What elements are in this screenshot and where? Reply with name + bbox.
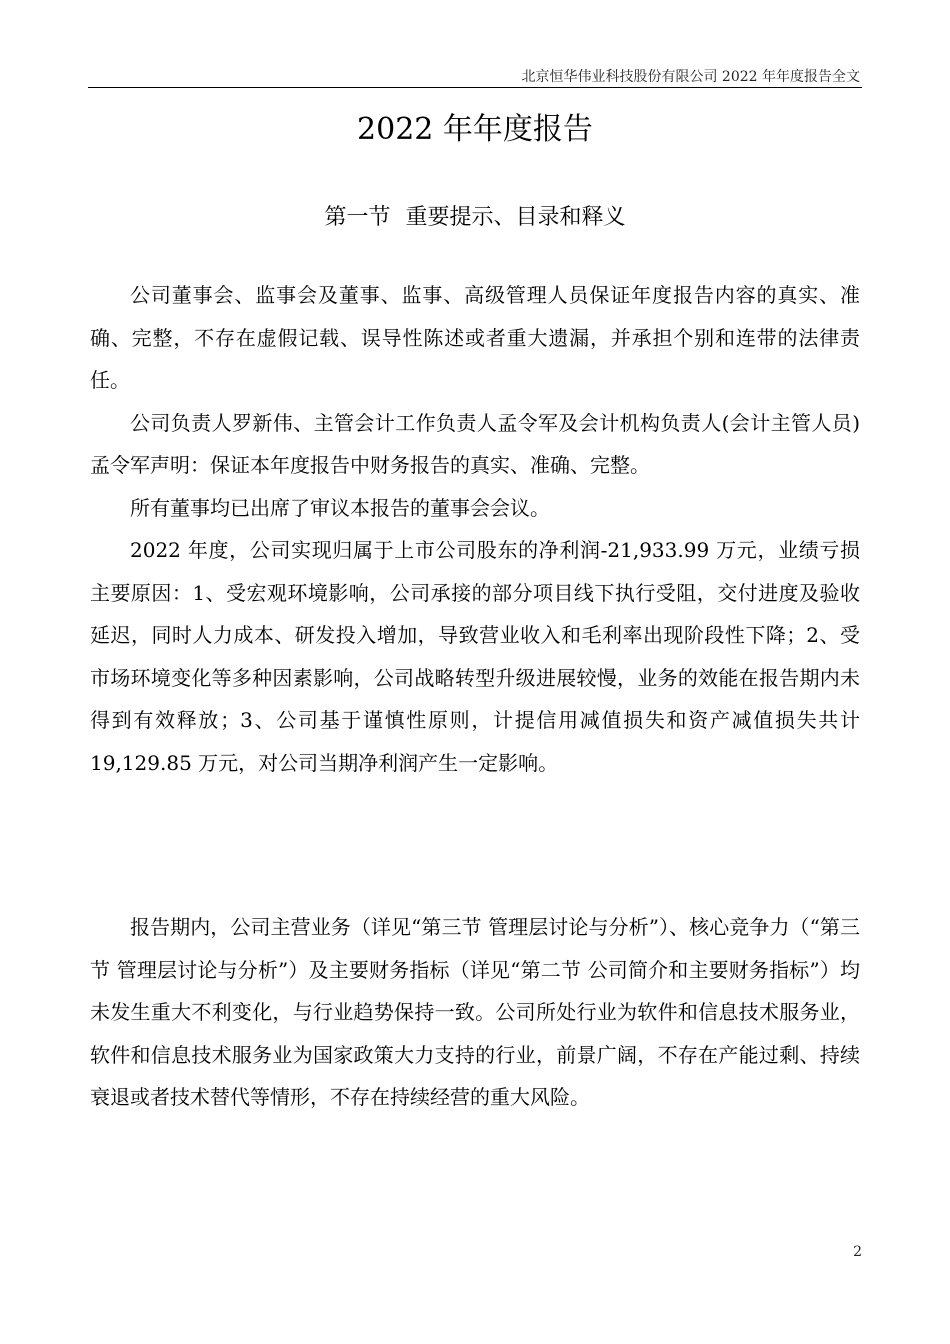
business-paragraphs (90, 906, 860, 1119)
notice-paragraphs (90, 274, 860, 784)
document-title: 2022 年年度报告 (357, 112, 593, 147)
page-number: 2 (853, 1244, 862, 1260)
section-title: 第一节 重要提示、目录和释义 (324, 205, 626, 230)
paragraph-responsible-persons: 公司负责人罗新伟、主管会计工作负责人孟令军及会计机构负责人(会计主管人员)孟令军声明：保证本年度报告中财务报告的真实、准确、完整。 (90, 410, 860, 477)
header-divider (88, 87, 862, 88)
running-header: 北京恒华伟业科技股份有限公司 2022 年年度报告全文 (521, 69, 860, 85)
paragraph-directors-attendance: 所有董事均已出席了审议本报告的董事会会议。 (130, 495, 550, 520)
paragraph-net-loss-reasons: 2022 年度，公司实现归属于上市公司股东的净利润-21,933.99 万元，业绩亏损主要原因：1、受宏观环境影响，公司承接的部分项目线下执行受阻，交付进度及验收延迟，同时人力成本、研发投入增加，导致营业收入和毛利率出现阶段性下降；2、受市场环境变化等多种因素影响，公司战略转型升级进展较慢，业务的效能在报告期内未得到有效释放；3、公司基于谨慎性原则，计提信用减值损失和资产减值损失共计 19,129.85 万元，对公司当期净利润产生一定影响。 (90, 538, 860, 775)
paragraph-business-status: 报告期内，公司主营业务（详见“第三节 管理层讨论与分析”）、核心竞争力（“第三节 管理层讨论与分析”）及主要财务指标（详见“第二节 公司简介和主要财务指标”）均未发生重大不利变化，与行业趋势保持一致。公司所处行业为软件和信息技术服务业，软件和信息技术服务业为国家政策大力支持的行业，前景广阔，不存在产能过剩、持续衰退或者技术替代等情形，不存在持续经营的重大风险。 (90, 915, 860, 1109)
paragraph-board-guarantee: 公司董事会、监事会及董事、监事、高级管理人员保证年度报告内容的真实、准确、完整，不存在虚假记载、误导性陈述或者重大遗漏，并承担个别和连带的法律责任。 (90, 283, 860, 392)
